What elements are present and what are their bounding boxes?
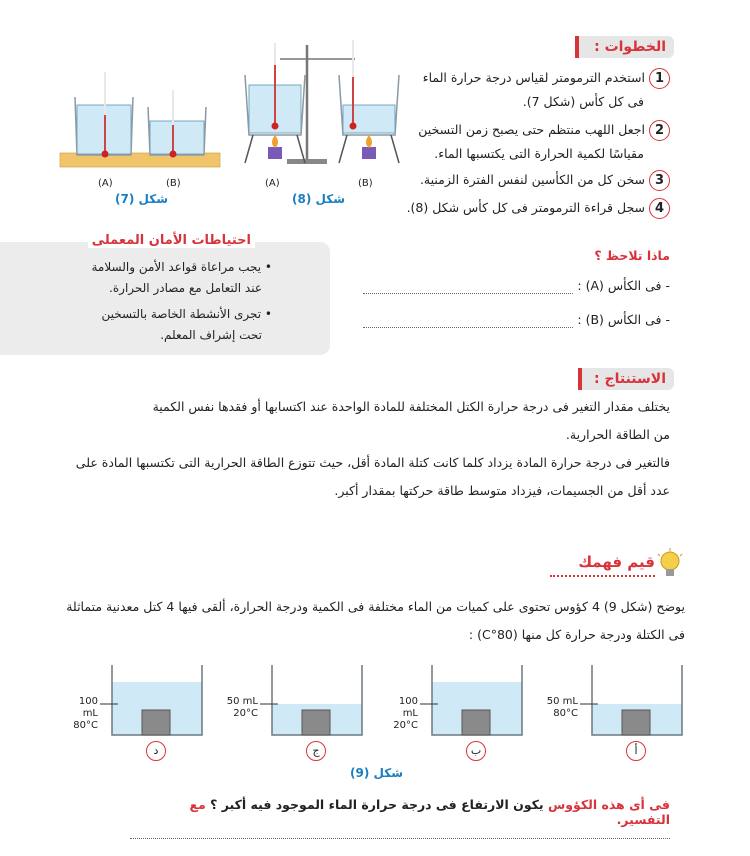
- observe-b-label: - فى الكأس (B) :: [577, 312, 670, 327]
- safety-bullet-1: • يجب مراعاة قواعد الأمن والسلامة عند التعامل مع مصادر الحرارة.: [91, 260, 272, 295]
- step-1: [400, 66, 670, 90]
- step-3: [400, 168, 670, 192]
- answer-field-question[interactable]: [130, 838, 670, 839]
- fig8-label-b: (B): [358, 178, 373, 189]
- lightbulb-icon: [655, 548, 685, 582]
- figure-7: [60, 72, 220, 167]
- step-text: مقياسًا لكمية الحرارة التى يكتسبها الماء.: [434, 146, 644, 161]
- beaker-b-label: [382, 696, 418, 732]
- fig9-caption: شكل (9): [350, 766, 403, 780]
- assess-body: [55, 593, 685, 649]
- observe-a-label: - فى الكأس (A) :: [577, 278, 670, 293]
- step-text: سخن كل من الكأسين لنفس الفترة الزمنية.: [419, 172, 645, 187]
- steps-header: [575, 36, 674, 58]
- fig8-label-a: (A): [265, 178, 280, 189]
- volume-label: 50 mL: [546, 696, 578, 707]
- assess-question: [150, 797, 670, 827]
- temp-label: 80°C: [73, 720, 98, 731]
- fig7-label-a: (A): [98, 178, 113, 189]
- step-number: 3: [649, 170, 670, 191]
- conclusion-title: الاستنتاج :: [594, 371, 666, 387]
- steps-list: [400, 66, 670, 220]
- temp-label: 20°C: [393, 720, 418, 731]
- step-2-cont: [400, 142, 670, 166]
- assess-title-banner: [550, 553, 655, 577]
- question-part-1: فى أى هذه الكؤوس: [548, 797, 670, 812]
- conclusion-line-2: من الطاقة الحرارية.: [565, 427, 670, 442]
- fig8-caption: شكل (8): [292, 192, 345, 206]
- safety-bullet-2: • تجرى الأنشطة الخاصة بالتسخين تحت إشراف المعلم.: [101, 307, 272, 342]
- safety-box: [0, 233, 330, 355]
- bullet-text: عند التعامل مع مصادر الحرارة.: [109, 281, 262, 295]
- observe-b-line: [340, 312, 670, 328]
- bullet-text: تحت إشراف المعلم.: [160, 328, 262, 342]
- fig7-caption: شكل (7): [115, 192, 168, 206]
- bullet-text: يجب مراعاة قواعد الأمن والسلامة: [91, 260, 262, 274]
- assess-title: قيم فهمك: [578, 553, 655, 571]
- step-text: استخدم الترمومتر لقياس درجة حرارة الماء: [422, 70, 645, 85]
- observe-a-line: [340, 278, 670, 294]
- step-2: [400, 118, 670, 142]
- conclusion-line-3: فالتغير فى درجة حرارة المادة يزداد كلما كانت كتلة المادة أقل، حيث تتوزع الطاقة الحرارية التى تكتسبها المادة على: [75, 455, 670, 470]
- question-part-2: يكون الارتفاع فى درجة حرارة الماء الموجود فيه أكبر ؟: [210, 797, 544, 812]
- temp-label: 20°C: [233, 708, 258, 719]
- volume-label: 100 mL: [78, 696, 98, 719]
- beaker-d: [100, 665, 202, 735]
- temp-label: 80°C: [553, 708, 578, 719]
- volume-label: 50 mL: [226, 696, 258, 707]
- assess-line-1: يوضح (شكل 9) 4 كؤوس تحتوى على كميات من الماء مختلفة فى الكمية ودرجة الحرارة، ألقى فيها 4 كتل معدنية متماثلة: [66, 599, 685, 614]
- conclusion-body: [60, 393, 670, 505]
- beaker-letter-b: ب: [466, 741, 486, 761]
- fig7-label-b: (B): [166, 178, 181, 189]
- step-1-cont: [400, 90, 670, 114]
- volume-label: 100 mL: [398, 696, 418, 719]
- safety-title: احتياطات الأمان المعملى: [88, 233, 255, 248]
- assess-header: [540, 548, 685, 582]
- step-4: [400, 196, 670, 220]
- answer-field-b[interactable]: [363, 312, 573, 328]
- beaker-a-label: [542, 696, 578, 720]
- figure-8: [245, 40, 399, 164]
- step-text: سجل قراءة الترمومتر فى كل كأس شكل (8).: [406, 200, 645, 215]
- beaker-j: [260, 665, 362, 735]
- beaker-j-label: [222, 696, 258, 720]
- beaker-d-label: [62, 696, 98, 732]
- beaker-letter-j: ج: [306, 741, 326, 761]
- question-part-3: مع التفسير.: [189, 797, 670, 827]
- beaker-a: [580, 665, 682, 735]
- conclusion-line-1: يختلف مقدار التغير فى درجة حرارة الكتل المختلفة للمادة الواحدة عند اكتسابها أو فقدها نفس الكمية: [152, 399, 670, 414]
- answer-field-a[interactable]: [363, 278, 573, 294]
- step-number: 4: [649, 198, 670, 219]
- observe-title: ماذا تلاحظ ؟: [594, 248, 670, 263]
- steps-title: الخطوات :: [594, 39, 666, 55]
- step-text: فى كل كأس (شكل 7).: [522, 94, 644, 109]
- beaker-letter-a: أ: [626, 741, 646, 761]
- conclusion-line-4: عدد أقل من الجسيمات، فيزداد متوسط طاقة حركتها بمقدار أكبر.: [334, 483, 670, 498]
- step-number: 1: [649, 68, 670, 89]
- beaker-b: [420, 665, 522, 735]
- bullet-text: تجرى الأنشطة الخاصة بالتسخين: [101, 307, 262, 321]
- step-text: اجعل اللهب منتظم حتى يصبح زمن التسخين: [418, 122, 645, 137]
- step-number: 2: [649, 120, 670, 141]
- assess-line-2: فى الكتلة ودرجة حرارة كل منها (80°C) :: [468, 627, 685, 642]
- conclusion-header: [578, 368, 674, 390]
- beaker-letter-d: د: [146, 741, 166, 761]
